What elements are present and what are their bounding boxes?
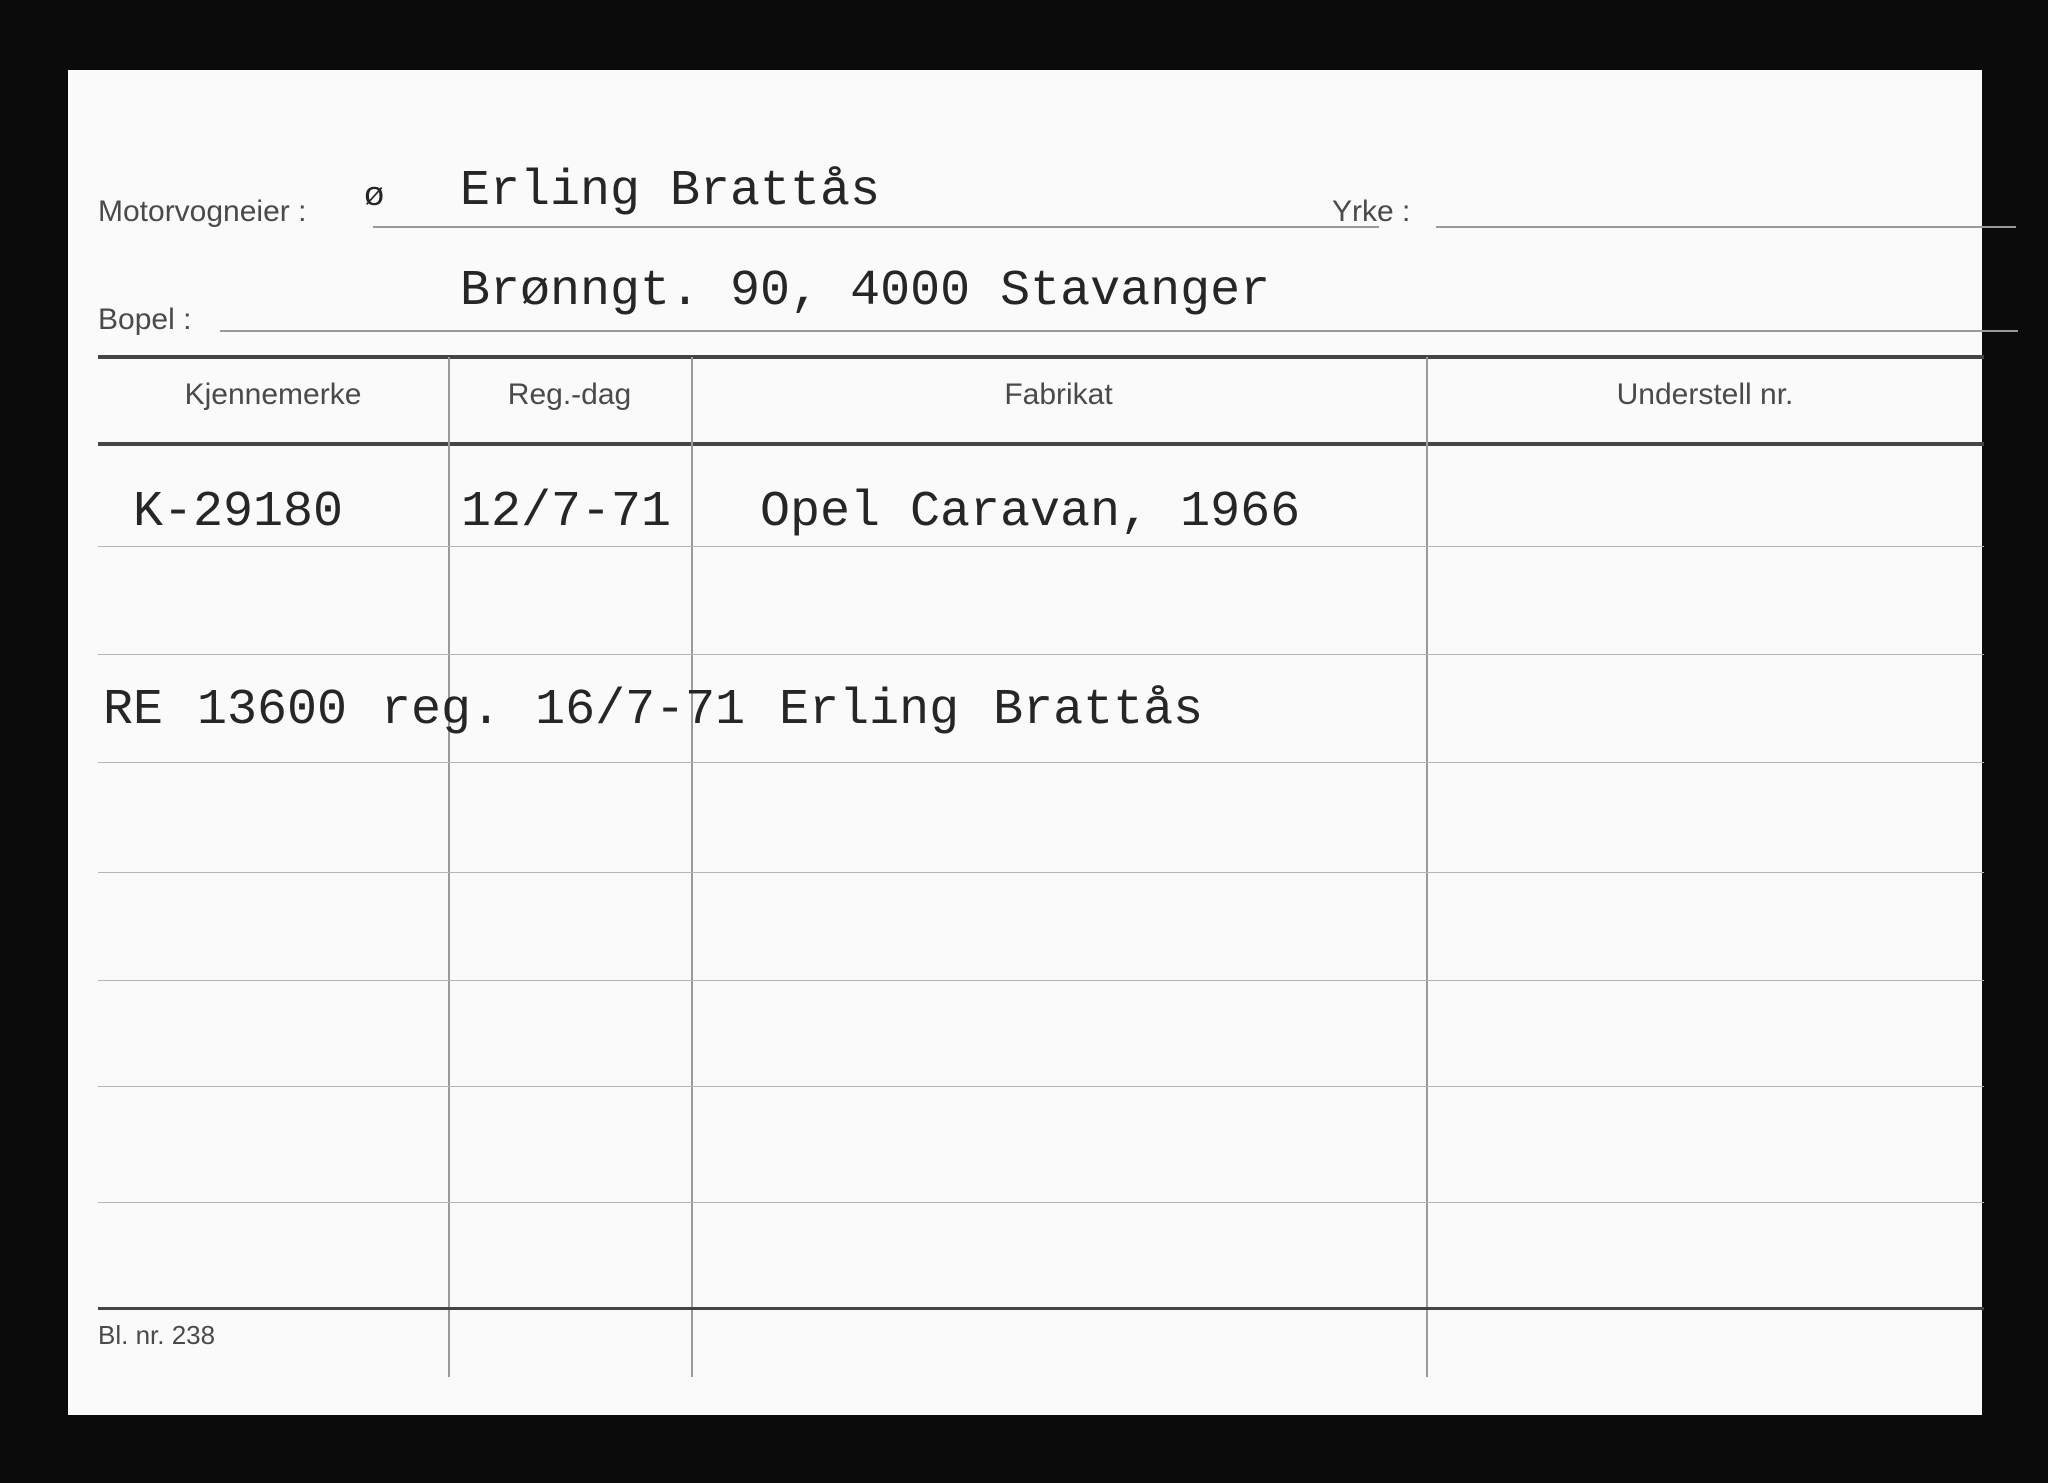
registration-card	[68, 70, 1982, 1415]
row1-plate: K-29180	[133, 484, 344, 541]
form-number: Bl. nr. 238	[98, 1320, 216, 1350]
occupation-label: Yrke :	[1332, 195, 1411, 228]
row-line	[98, 1086, 1984, 1087]
column-divider	[448, 357, 450, 1377]
owner-name: Erling Brattås	[460, 163, 881, 220]
row-line	[98, 654, 1984, 655]
row2-entry: RE 13600 reg. 16/7-71 Erling Brattås	[103, 682, 1204, 739]
address-underline	[220, 330, 2018, 332]
row1-reg-date: 12/7-71	[461, 484, 672, 541]
column-divider	[1426, 357, 1428, 1377]
row1-make: Opel Caravan, 1966	[760, 484, 1301, 541]
owner-underline	[373, 226, 1379, 228]
row-line	[98, 980, 1984, 981]
row-line	[98, 762, 1984, 763]
row-line	[98, 1202, 1984, 1203]
table-top-rule	[98, 355, 1984, 359]
row-line	[98, 872, 1984, 873]
occupation-underline	[1436, 226, 2016, 228]
address-label: Bopel :	[98, 303, 192, 336]
column-header-understell: Understell nr.	[1616, 378, 1794, 411]
column-header-fabrikat: Fabrikat	[1004, 378, 1113, 411]
row-line	[98, 546, 1984, 547]
column-header-kjennemerke: Kjennemerke	[184, 378, 362, 411]
owner-mark: ø	[364, 178, 385, 216]
address-value: Brønngt. 90, 4000 Stavanger	[460, 263, 1271, 320]
owner-label: Motorvogneier :	[98, 195, 307, 228]
column-header-reg-dag: Reg.-dag	[507, 378, 632, 411]
header-bottom-rule	[98, 442, 1984, 446]
table-bottom-rule	[98, 1307, 1984, 1310]
column-divider	[691, 357, 693, 1377]
